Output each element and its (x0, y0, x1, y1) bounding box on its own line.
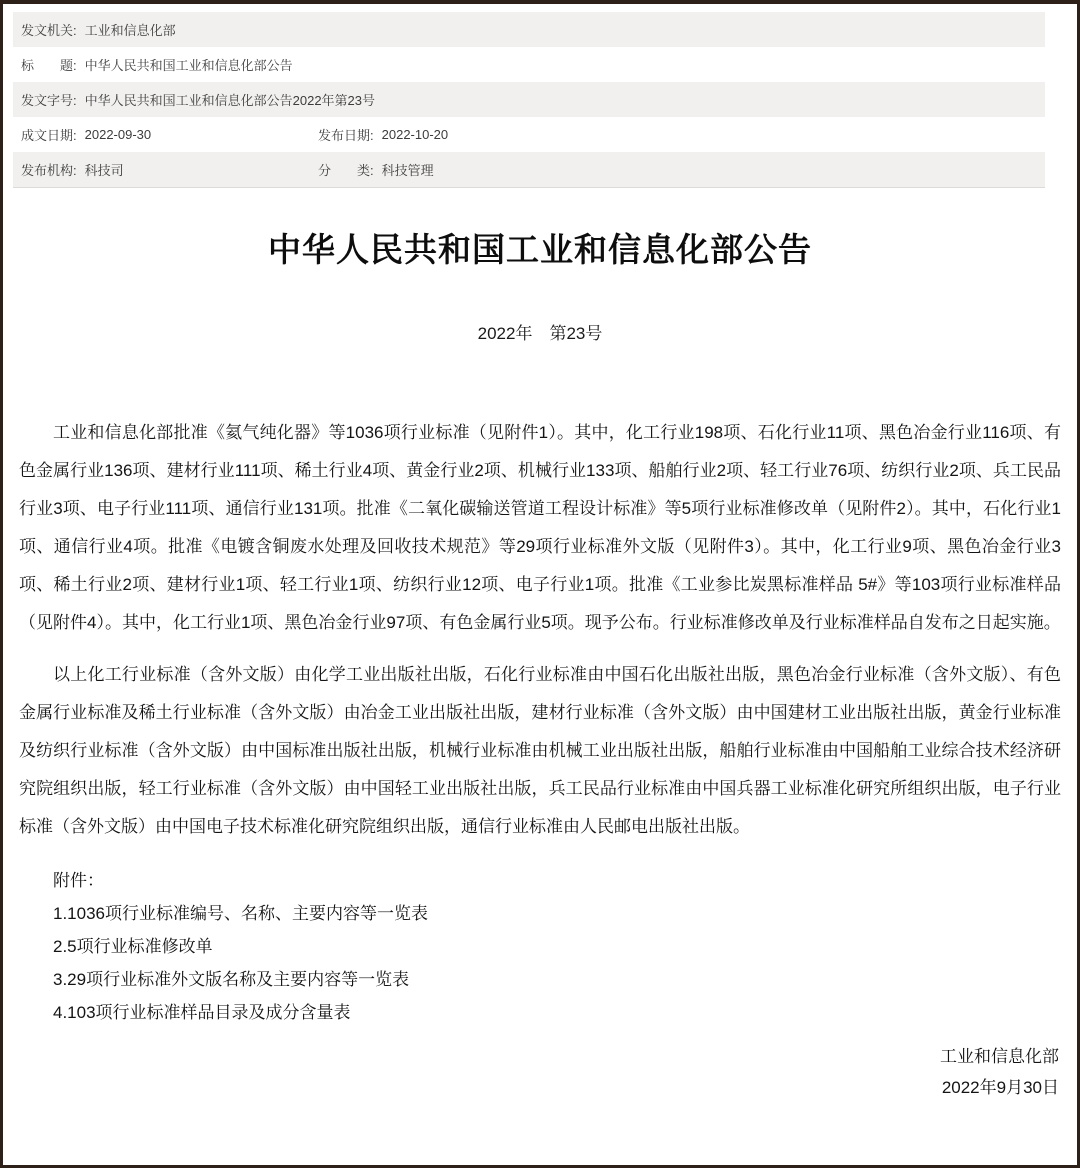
meta-cell (21, 20, 176, 39)
metadata-table (13, 12, 1045, 188)
meta-value-issuing-agency: 工业和信息化部 (84, 23, 176, 38)
meta-value-publish-date: 2022-10-20 (381, 127, 449, 142)
meta-label-publish-org: 发布机构: (21, 163, 77, 178)
attachment-item: 3.29项行业标准外文版名称及主要内容等一览表 (53, 970, 410, 989)
body-paragraph: 工业和信息化部批准《氦气纯化器》等1036项行业标准（见附件1）。其中，化工行业198项、石化行业11项、黑色冶金行业116项、有色金属行业136项、建材行业111项、稀土行业4项、黄金行业2项、机械行业133项、船舶行业2项、轻工行业76项、纺织行业2项、兵工民品行业3项、电子行业111项、通信行业131项。批准《二氧化碳输送管道工程设计标准》等5项行业标准修改单（见附件2）。其中，石化行业1项、通信行业4项。批准《电镀含铜废水处理及回收技术规范》等29项行业标准外文版（见附件3）。其中，化工行业9项、黑色冶金行业3项、稀土行业2项、建材行业1项、轻工行业1项、纺织行业12项、电子行业1项。批准《工业参比炭黑标准样品 5#》等103项行业标准样品（见附件4）。其中，化工行业1项、黑色冶金行业97项、有色金属行业5项。现予公布。行业标准修改单及行业标准样品自发布之日起实施。 (19, 423, 1061, 632)
body-paragraph: 以上化工行业标准（含外文版）由化学工业出版社出版，石化行业标准由中国石化出版社出版，黑色冶金行业标准（含外文版）、有色金属行业标准及稀土行业标准（含外文版）由冶金工业出版社出版，建材行业标准（含外文版）由中国建材工业出版社出版，黄金行业标准及纺织行业标准（含外文版）由中国标准出版社出版，机械行业标准由机械工业出版社出版，船舶行业标准由中国船舶工业综合技术经济研究院组织出版，轻工行业标准（含外文版）由中国轻工业出版社出版，兵工民品行业标准由中国兵器工业标准化研究所组织出版，电子行业标准（含外文版）由中国电子技术标准化研究院组织出版，通信行业标准由人民邮电出版社出版。 (19, 665, 1061, 836)
attachments-section (19, 864, 1061, 1029)
meta-row-dates (13, 117, 1045, 152)
signature-org: 工业和信息化部 (940, 1047, 1059, 1066)
attachment-item: 4.103项行业标准样品目录及成分含量表 (53, 1003, 351, 1022)
meta-label-written-date: 成文日期: (21, 128, 77, 143)
page-title: 中华人民共和国工业和信息化部公告 (268, 231, 812, 268)
meta-value-written-date: 2022-09-30 (84, 127, 152, 142)
meta-row-issuing-agency (13, 12, 1045, 47)
meta-label-title: 标 题: (21, 58, 77, 73)
document-body (19, 414, 1061, 846)
meta-label-publish-date: 发布日期: (318, 128, 374, 143)
meta-label-issuing-agency: 发文机关: (21, 23, 77, 38)
meta-label-document-number: 发文字号: (21, 93, 77, 108)
issue-number: 2022年 第23号 (477, 324, 603, 343)
meta-cell (21, 55, 293, 74)
attachment-item: 2.5项行业标准修改单 (53, 937, 213, 956)
meta-cell-category (318, 160, 434, 179)
meta-cell-written-date (21, 125, 318, 144)
meta-row-title (13, 47, 1045, 82)
meta-cell-publish-date (318, 125, 448, 144)
meta-row-document-number (13, 82, 1045, 117)
attachment-item: 1.1036项行业标准编号、名称、主要内容等一览表 (53, 904, 428, 923)
attachments-heading: 附件： (53, 871, 104, 890)
meta-label-category: 分 类: (318, 163, 374, 178)
meta-cell-publish-org (21, 160, 318, 179)
meta-value-publish-org: 科技司 (84, 163, 124, 178)
signature-block (3, 1041, 1077, 1103)
meta-value-category: 科技管理 (381, 163, 434, 178)
signature-date: 2022年9月30日 (941, 1078, 1059, 1097)
meta-value-document-number: 中华人民共和国工业和信息化部公告2022年第23号 (84, 93, 376, 108)
meta-cell (21, 90, 375, 109)
meta-value-title: 中华人民共和国工业和信息化部公告 (84, 58, 293, 73)
meta-row-org-category (13, 152, 1045, 187)
